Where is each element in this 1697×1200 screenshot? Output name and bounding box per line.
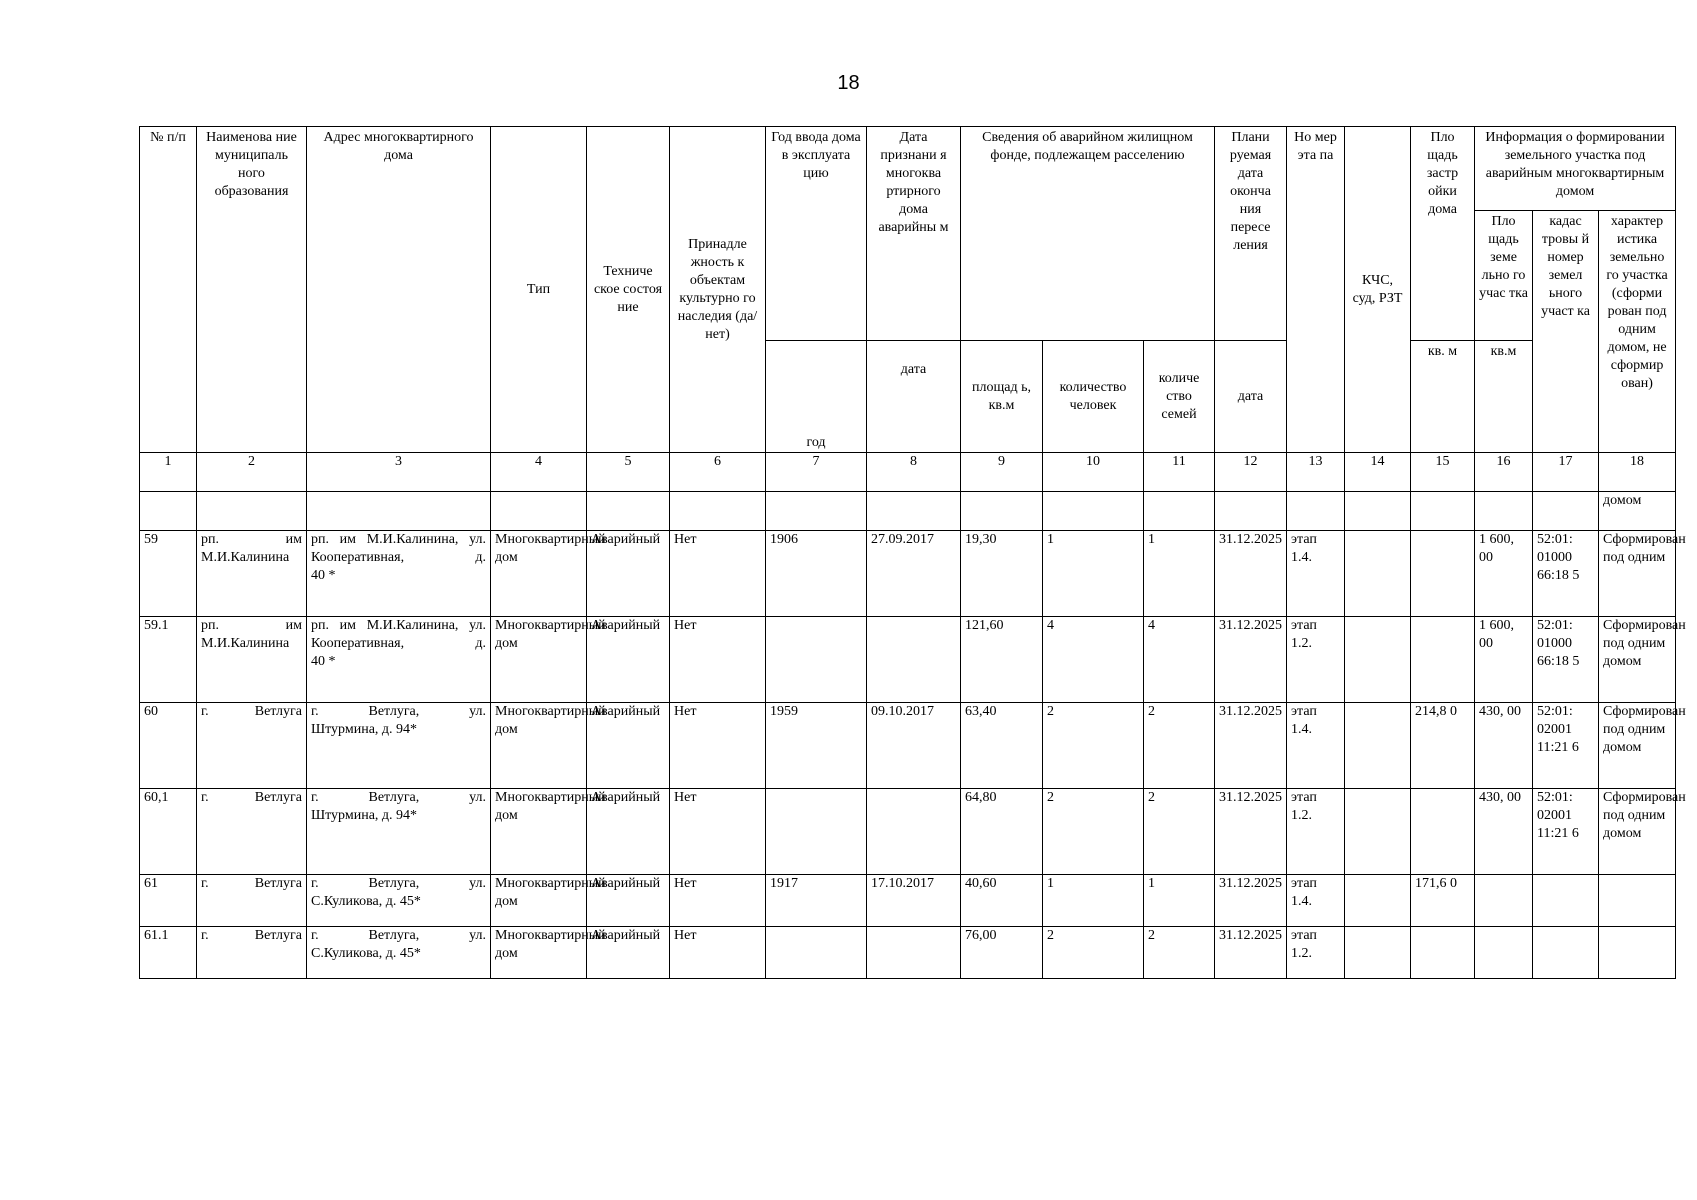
header-family-count: количе ство семей bbox=[1144, 341, 1215, 453]
row-built-area bbox=[1411, 789, 1475, 875]
row-people-count: 4 bbox=[1043, 617, 1144, 703]
column-number: 11 bbox=[1144, 453, 1215, 492]
row-technical-state: Аварийный bbox=[587, 789, 670, 875]
emergency-housing-table bbox=[139, 126, 1686, 979]
row-emergency-date: 17.10.2017 bbox=[867, 875, 961, 927]
row-number: 59 bbox=[140, 531, 197, 617]
row-municipality: г. Ветлуга bbox=[197, 875, 307, 927]
row-municipality: г. Ветлуга bbox=[197, 789, 307, 875]
row-stage: этап 1.4. bbox=[1287, 531, 1345, 617]
row-heritage: Нет bbox=[670, 927, 766, 979]
row-area: 40,60 bbox=[961, 875, 1043, 927]
row-cadastral-number: 52:01: 02001 11:21 6 bbox=[1533, 703, 1599, 789]
row-number: 60,1 bbox=[140, 789, 197, 875]
row-family-count: 2 bbox=[1144, 789, 1215, 875]
header-area: площад ь, кв.м bbox=[961, 341, 1043, 453]
row-emergency-date: 27.09.2017 bbox=[867, 531, 961, 617]
row-land-area bbox=[1475, 875, 1533, 927]
column-number: 15 bbox=[1411, 453, 1475, 492]
row-municipality: г. Ветлуга bbox=[197, 927, 307, 979]
row-type: Многоквартирный дом bbox=[491, 703, 587, 789]
row-land-characteristic: Сформирован под одним bbox=[1599, 531, 1676, 617]
row-kchs bbox=[1345, 875, 1411, 927]
row-built-area bbox=[1411, 617, 1475, 703]
column-number: 5 bbox=[587, 453, 670, 492]
row-built-area: 171,6 0 bbox=[1411, 875, 1475, 927]
row-type: Многоквартирный дом bbox=[491, 617, 587, 703]
row-kchs bbox=[1345, 531, 1411, 617]
row-kchs bbox=[1345, 617, 1411, 703]
row-type: Многоквартирный дом bbox=[491, 531, 587, 617]
row-people-count: 2 bbox=[1043, 703, 1144, 789]
column-number: 6 bbox=[670, 453, 766, 492]
header-type: Тип bbox=[491, 127, 587, 453]
row-technical-state: Аварийный bbox=[587, 617, 670, 703]
row-type: Многоквартирный дом bbox=[491, 789, 587, 875]
row-number: 61 bbox=[140, 875, 197, 927]
row-address: г. Ветлуга, ул. С.Куликова, д. 45* bbox=[307, 875, 491, 927]
header-land-area: Пло щадь земе льно го учас тка bbox=[1475, 211, 1533, 341]
header-number: № п/п bbox=[140, 127, 197, 453]
row-land-characteristic: Сформирован под одним домом bbox=[1599, 617, 1676, 703]
header-planned-end-date: Плани руемая дата оконча ния пересе ления bbox=[1215, 127, 1287, 341]
row-area: 19,30 bbox=[961, 531, 1043, 617]
header-land-area-unit: кв.м bbox=[1475, 341, 1533, 453]
row-family-count: 1 bbox=[1144, 875, 1215, 927]
row-area: 64,80 bbox=[961, 789, 1043, 875]
row-year-built bbox=[766, 617, 867, 703]
row-people-count: 1 bbox=[1043, 531, 1144, 617]
row-area: 63,40 bbox=[961, 703, 1043, 789]
row-land-characteristic: Сформирован под одним домом bbox=[1599, 703, 1676, 789]
header-technical-state: Техниче ское состоя ние bbox=[587, 127, 670, 453]
column-number: 12 bbox=[1215, 453, 1287, 492]
header-cadastral-number: кадас тровы й номер земел ьного участ ка bbox=[1533, 211, 1599, 453]
row-address: г. Ветлуга, ул. Штурмина, д. 94* bbox=[307, 789, 491, 875]
continuation-row bbox=[140, 492, 1676, 531]
header-kchs: КЧС, суд, РЗТ bbox=[1345, 127, 1411, 453]
row-number: 60 bbox=[140, 703, 197, 789]
row-heritage: Нет bbox=[670, 703, 766, 789]
row-cadastral-number bbox=[1533, 875, 1599, 927]
row-kchs bbox=[1345, 789, 1411, 875]
column-number: 10 bbox=[1043, 453, 1144, 492]
table-row bbox=[140, 703, 1676, 789]
row-land-area: 430, 00 bbox=[1475, 789, 1533, 875]
column-number: 3 bbox=[307, 453, 491, 492]
row-stage: этап 1.2. bbox=[1287, 927, 1345, 979]
row-heritage: Нет bbox=[670, 789, 766, 875]
row-year-built: 1959 bbox=[766, 703, 867, 789]
row-kchs bbox=[1345, 927, 1411, 979]
column-number: 4 bbox=[491, 453, 587, 492]
row-cadastral-number bbox=[1533, 927, 1599, 979]
row-built-area bbox=[1411, 927, 1475, 979]
row-type: Многоквартирный дом bbox=[491, 927, 587, 979]
row-technical-state: Аварийный bbox=[587, 703, 670, 789]
table-row bbox=[140, 927, 1676, 979]
row-planned-end-date: 31.12.2025 bbox=[1215, 617, 1287, 703]
header-emergency-fund-group: Сведения об аварийном жилищном фонде, подлежащем расселению bbox=[961, 127, 1215, 341]
row-type: Многоквартирный дом bbox=[491, 875, 587, 927]
row-address: рп. им М.И.Калинина, ул. Кооперативная, д. 40 * bbox=[307, 617, 491, 703]
row-emergency-date bbox=[867, 617, 961, 703]
header-people-count: количество человек bbox=[1043, 341, 1144, 453]
row-land-area: 1 600, 00 bbox=[1475, 617, 1533, 703]
row-land-characteristic bbox=[1599, 927, 1676, 979]
header-end-date-unit: дата bbox=[1215, 341, 1287, 453]
column-number: 13 bbox=[1287, 453, 1345, 492]
row-number: 61.1 bbox=[140, 927, 197, 979]
row-built-area bbox=[1411, 531, 1475, 617]
page-number: 18 bbox=[837, 72, 860, 94]
row-planned-end-date: 31.12.2025 bbox=[1215, 927, 1287, 979]
row-year-built bbox=[766, 789, 867, 875]
header-emergency-date: Дата признани я многоква ртирного дома аварийны м bbox=[867, 127, 961, 341]
row-land-characteristic bbox=[1599, 875, 1676, 927]
row-address: г. Ветлуга, ул. Штурмина, д. 94* bbox=[307, 703, 491, 789]
row-technical-state: Аварийный bbox=[587, 927, 670, 979]
header-stage-number: Но мер эта па bbox=[1287, 127, 1345, 453]
row-stage: этап 1.4. bbox=[1287, 875, 1345, 927]
row-land-area: 430, 00 bbox=[1475, 703, 1533, 789]
row-planned-end-date: 31.12.2025 bbox=[1215, 875, 1287, 927]
row-family-count: 2 bbox=[1144, 703, 1215, 789]
column-number: 8 bbox=[867, 453, 961, 492]
header-year-built: Год ввода дома в эксплуата цию bbox=[766, 127, 867, 341]
row-planned-end-date: 31.12.2025 bbox=[1215, 789, 1287, 875]
column-number: 18 bbox=[1599, 453, 1676, 492]
column-number: 16 bbox=[1475, 453, 1533, 492]
row-emergency-date bbox=[867, 789, 961, 875]
row-number: 59.1 bbox=[140, 617, 197, 703]
header-built-area: Пло щадь застр ойки дома bbox=[1411, 127, 1475, 341]
column-number: 17 bbox=[1533, 453, 1599, 492]
row-people-count: 1 bbox=[1043, 875, 1144, 927]
row-municipality: рп. им М.И.Калинина bbox=[197, 617, 307, 703]
row-planned-end-date: 31.12.2025 bbox=[1215, 531, 1287, 617]
row-heritage: Нет bbox=[670, 531, 766, 617]
column-number: 2 bbox=[197, 453, 307, 492]
column-number: 14 bbox=[1345, 453, 1411, 492]
row-area: 121,60 bbox=[961, 617, 1043, 703]
row-heritage: Нет bbox=[670, 617, 766, 703]
column-number: 9 bbox=[961, 453, 1043, 492]
row-cadastral-number: 52:01: 01000 66:18 5 bbox=[1533, 617, 1599, 703]
header-date-unit: дата bbox=[867, 341, 961, 453]
header-year-unit: год bbox=[766, 341, 867, 453]
row-year-built bbox=[766, 927, 867, 979]
row-family-count: 2 bbox=[1144, 927, 1215, 979]
table-row bbox=[140, 789, 1676, 875]
row-municipality: г. Ветлуга bbox=[197, 703, 307, 789]
row-kchs bbox=[1345, 703, 1411, 789]
column-number: 1 bbox=[140, 453, 197, 492]
row-cadastral-number: 52:01: 01000 66:18 5 bbox=[1533, 531, 1599, 617]
row-land-area bbox=[1475, 927, 1533, 979]
row-address: рп. им М.И.Калинина, ул. Кооперативная, д. 40 * bbox=[307, 531, 491, 617]
row-stage: этап 1.4. bbox=[1287, 703, 1345, 789]
row-technical-state: Аварийный bbox=[587, 531, 670, 617]
header-address: Адрес многоквартирного дома bbox=[307, 127, 491, 453]
row-land-area: 1 600, 00 bbox=[1475, 531, 1533, 617]
row-year-built: 1917 bbox=[766, 875, 867, 927]
row-stage: этап 1.2. bbox=[1287, 617, 1345, 703]
row-family-count: 4 bbox=[1144, 617, 1215, 703]
row-people-count: 2 bbox=[1043, 789, 1144, 875]
header-built-area-unit: кв. м bbox=[1411, 341, 1475, 453]
row-emergency-date: 09.10.2017 bbox=[867, 703, 961, 789]
header-municipality: Наименова ние муниципаль ного образования bbox=[197, 127, 307, 453]
row-year-built: 1906 bbox=[766, 531, 867, 617]
row-cadastral-number: 52:01: 02001 11:21 6 bbox=[1533, 789, 1599, 875]
row-technical-state: Аварийный bbox=[587, 875, 670, 927]
row-people-count: 2 bbox=[1043, 927, 1144, 979]
header-land-info-group: Информация о формировании земельного участка под аварийным многоквартирным домом bbox=[1475, 127, 1676, 211]
table-row bbox=[140, 875, 1676, 927]
row-municipality: рп. им М.И.Калинина bbox=[197, 531, 307, 617]
table-row bbox=[140, 617, 1676, 703]
row-land-characteristic: Сформирован под одним домом bbox=[1599, 789, 1676, 875]
row-heritage: Нет bbox=[670, 875, 766, 927]
table-row bbox=[140, 531, 1676, 617]
row-family-count: 1 bbox=[1144, 531, 1215, 617]
row-area: 76,00 bbox=[961, 927, 1043, 979]
row-address: г. Ветлуга, ул. С.Куликова, д. 45* bbox=[307, 927, 491, 979]
column-numbers-row bbox=[140, 453, 1676, 492]
continuation-characteristic: домом bbox=[1599, 492, 1676, 531]
row-stage: этап 1.2. bbox=[1287, 789, 1345, 875]
column-number: 7 bbox=[766, 453, 867, 492]
row-planned-end-date: 31.12.2025 bbox=[1215, 703, 1287, 789]
row-built-area: 214,8 0 bbox=[1411, 703, 1475, 789]
row-emergency-date bbox=[867, 927, 961, 979]
header-heritage: Принадле жность к объектам культурно го наследия (да/нет) bbox=[670, 127, 766, 453]
header-land-characteristic: характер истика земельно го участка (сформи рован под одним домом, не сформир ован) bbox=[1599, 211, 1676, 453]
